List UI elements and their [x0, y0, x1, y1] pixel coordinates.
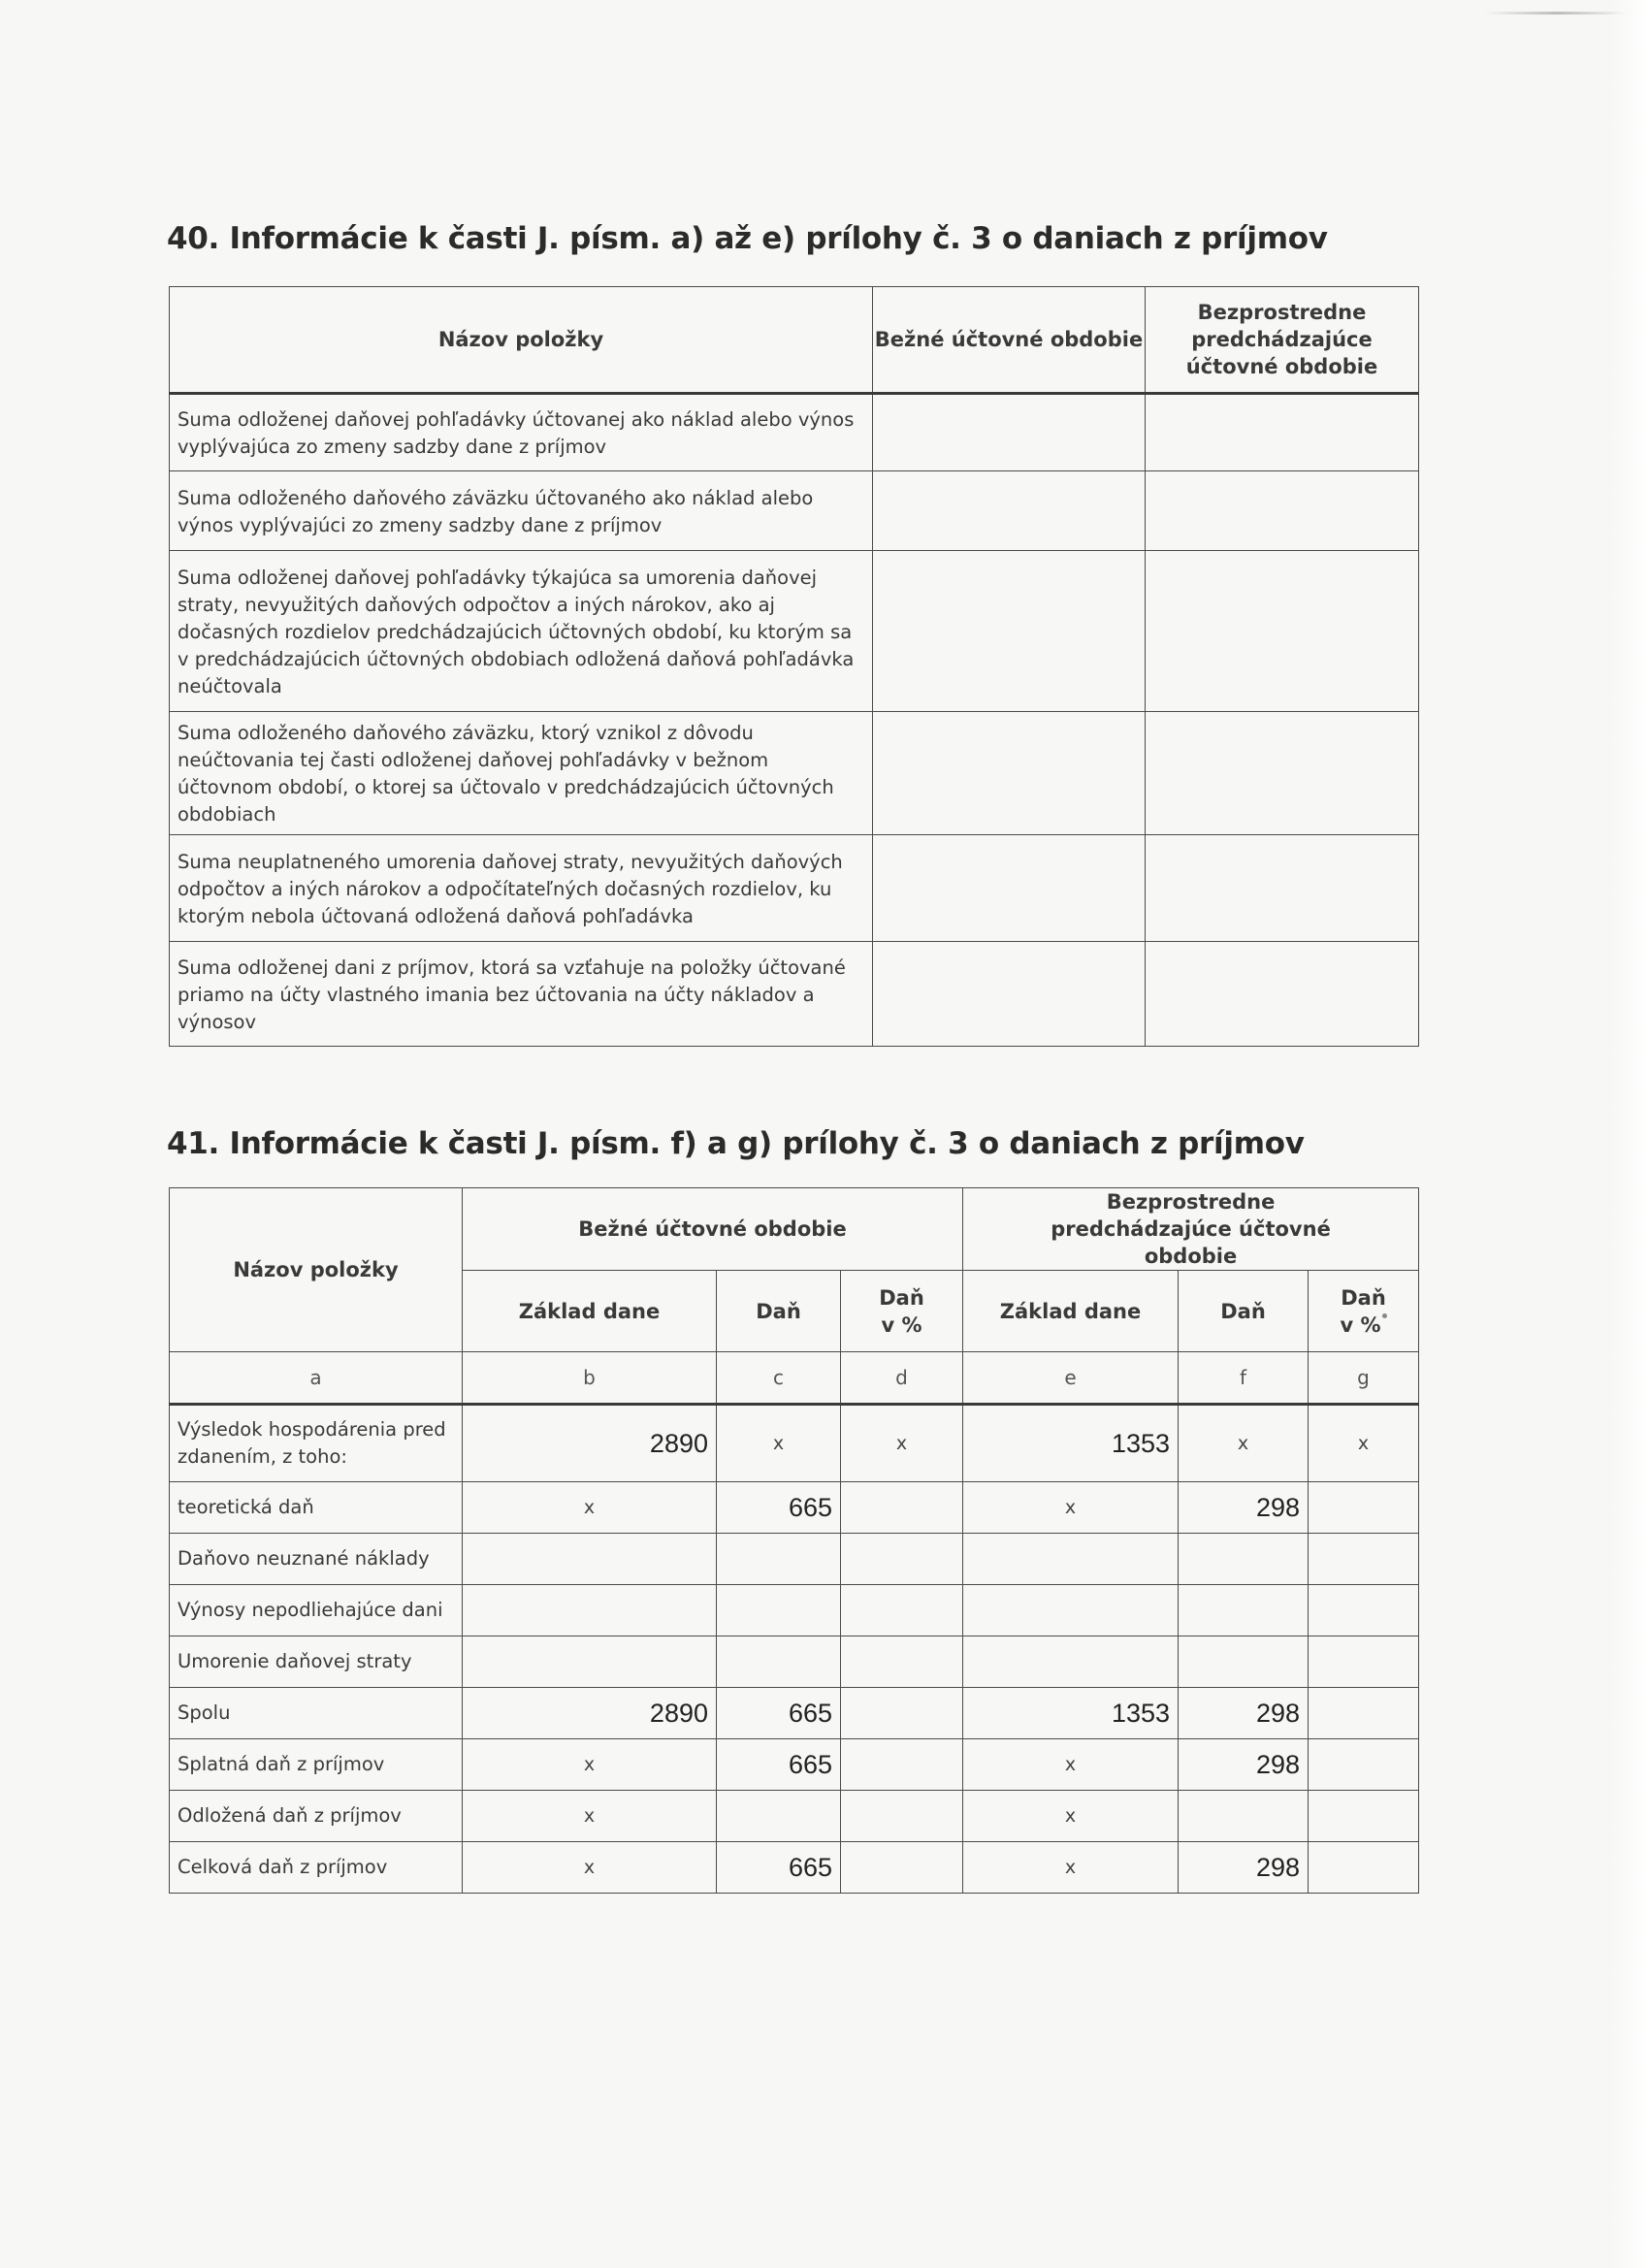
- row-label: Suma odloženej daňovej pohľadávky týkajúca sa umorenia daňovej straty, nevyužitých daňových odpočtov a iných nárokov, ako aj dočasných rozdielov predchádzajúcich účtovných období, ku ktorým sa v predchádzajúcich účtovných obdobiach odložená daňová pohľadávka neúčtovala: [170, 551, 873, 712]
- row-label: Spolu: [170, 1688, 463, 1739]
- table-row: [170, 712, 1419, 835]
- tax-base-current-cell[interactable]: x: [463, 1482, 717, 1534]
- row-label: Suma odloženej daňovej pohľadávky účtovanej ako náklad alebo výnos vyplývajúca zo zmeny sadzby dane z príjmov: [170, 394, 873, 471]
- tax-current-cell[interactable]: x: [717, 1405, 841, 1482]
- tax-base-previous-cell[interactable]: x: [963, 1842, 1179, 1894]
- tax-previous-cell[interactable]: [1179, 1534, 1309, 1585]
- tax-pct-previous-cell[interactable]: [1309, 1585, 1419, 1636]
- table-row: [170, 551, 1419, 712]
- table-row: [170, 1585, 1419, 1636]
- ink-dot: [1382, 1313, 1387, 1318]
- previous-period-cell[interactable]: [1146, 942, 1419, 1047]
- header-previous-period: Bezprostredne predchádzajúce účtovné obdobie: [1146, 287, 1419, 394]
- tax-base-previous-cell[interactable]: 1353: [963, 1688, 1179, 1739]
- row-label: Celková daň z príjmov: [170, 1842, 463, 1894]
- current-period-cell[interactable]: [873, 471, 1146, 551]
- tax-previous-cell[interactable]: [1179, 1636, 1309, 1688]
- current-period-cell[interactable]: [873, 712, 1146, 835]
- tax-pct-current-cell[interactable]: [841, 1534, 963, 1585]
- row-label: Suma odloženej dani z príjmov, ktorá sa vzťahuje na položky účtované priamo na účty vlastného imania bez účtovania na účty nákladov a výnosov: [170, 942, 873, 1047]
- column-letter: e: [963, 1352, 1179, 1405]
- table-row: [170, 1791, 1419, 1842]
- row-label: Splatná daň z príjmov: [170, 1739, 463, 1791]
- previous-period-cell[interactable]: [1146, 835, 1419, 942]
- header-previous-period: Bezprostredne predchádzajúce účtovné obdobie: [963, 1188, 1419, 1271]
- table-row: [170, 1482, 1419, 1534]
- row-label: teoretická daň: [170, 1482, 463, 1534]
- tax-base-previous-cell[interactable]: x: [963, 1791, 1179, 1842]
- previous-period-cell[interactable]: [1146, 394, 1419, 471]
- tax-base-previous-cell[interactable]: [963, 1585, 1179, 1636]
- tax-pct-previous-cell[interactable]: [1309, 1842, 1419, 1894]
- previous-period-cell[interactable]: [1146, 712, 1419, 835]
- header-item-name: Názov položky: [170, 1188, 463, 1352]
- tax-previous-cell[interactable]: 298: [1179, 1482, 1309, 1534]
- table-row: [170, 1739, 1419, 1791]
- column-letter: g: [1309, 1352, 1419, 1405]
- header-item-name: Názov položky: [170, 287, 873, 394]
- tax-previous-cell[interactable]: 298: [1179, 1739, 1309, 1791]
- table-row: [170, 1534, 1419, 1585]
- tax-current-cell[interactable]: 665: [717, 1482, 841, 1534]
- previous-period-cell[interactable]: [1146, 551, 1419, 712]
- tax-pct-current-cell[interactable]: x: [841, 1405, 963, 1482]
- tax-pct-previous-cell[interactable]: [1309, 1636, 1419, 1688]
- row-label: Odložená daň z príjmov: [170, 1791, 463, 1842]
- tax-base-current-cell[interactable]: x: [463, 1842, 717, 1894]
- row-label: Výsledok hospodárenia pred zdanením, z toho:: [170, 1405, 463, 1482]
- table-row: [170, 1405, 1419, 1482]
- tax-previous-cell[interactable]: 298: [1179, 1688, 1309, 1739]
- tax-base-previous-cell[interactable]: [963, 1636, 1179, 1688]
- header-tax-pct-previous: [1309, 1271, 1419, 1352]
- tax-pct-previous-cell[interactable]: [1309, 1791, 1419, 1842]
- scan-edge: [1610, 0, 1649, 2268]
- tax-pct-previous-cell[interactable]: [1309, 1688, 1419, 1739]
- tax-base-current-cell[interactable]: [463, 1585, 717, 1636]
- tax-current-cell[interactable]: [717, 1636, 841, 1688]
- row-label: Umorenie daňovej straty: [170, 1636, 463, 1688]
- tax-base-previous-cell[interactable]: x: [963, 1739, 1179, 1791]
- current-period-cell[interactable]: [873, 835, 1146, 942]
- section-41-title: 41. Informácie k časti J. písm. f) a g) prílohy č. 3 o daniach z príjmov: [167, 1126, 1305, 1161]
- table-40: [169, 286, 1419, 1047]
- tax-pct-current-cell[interactable]: [841, 1842, 963, 1894]
- table-row: [170, 835, 1419, 942]
- tax-base-current-cell[interactable]: 2890: [463, 1405, 717, 1482]
- table-41-letter-row: [170, 1352, 1419, 1405]
- tax-base-current-cell[interactable]: [463, 1534, 717, 1585]
- column-letter: f: [1179, 1352, 1309, 1405]
- table-row: [170, 394, 1419, 471]
- section-40-title: 40. Informácie k časti J. písm. a) až e) prílohy č. 3 o daniach z príjmov: [167, 221, 1328, 256]
- tax-base-current-cell[interactable]: 2890: [463, 1688, 717, 1739]
- column-letter: d: [841, 1352, 963, 1405]
- tax-base-current-cell[interactable]: x: [463, 1739, 717, 1791]
- tax-current-cell[interactable]: 665: [717, 1688, 841, 1739]
- tax-current-cell[interactable]: [717, 1791, 841, 1842]
- header-tax-base-previous: Základ dane: [963, 1271, 1179, 1352]
- current-period-cell[interactable]: [873, 551, 1146, 712]
- table-row: [170, 1842, 1419, 1894]
- tax-pct-previous-cell[interactable]: x: [1309, 1405, 1419, 1482]
- column-letter: b: [463, 1352, 717, 1405]
- tax-pct-current-cell[interactable]: [841, 1636, 963, 1688]
- table-row: [170, 1688, 1419, 1739]
- table-41: [169, 1187, 1419, 1894]
- tax-base-previous-cell[interactable]: 1353: [963, 1405, 1179, 1482]
- tax-current-cell[interactable]: [717, 1585, 841, 1636]
- row-label: Suma odloženého daňového záväzku účtovaného ako náklad alebo výnos vyplývajúci zo zmeny sadzby dane z príjmov: [170, 471, 873, 551]
- tax-base-previous-cell[interactable]: [963, 1534, 1179, 1585]
- tax-current-cell[interactable]: [717, 1534, 841, 1585]
- table-row: [170, 1636, 1419, 1688]
- column-letter: a: [170, 1352, 463, 1405]
- tax-base-current-cell[interactable]: [463, 1636, 717, 1688]
- current-period-cell[interactable]: [873, 942, 1146, 1047]
- tax-pct-current-cell[interactable]: [841, 1585, 963, 1636]
- column-letter: c: [717, 1352, 841, 1405]
- header-tax-pct-previous-label: Daň v %: [1340, 1285, 1386, 1337]
- tax-pct-previous-cell[interactable]: [1309, 1534, 1419, 1585]
- header-tax-pct-current: Daň v %: [841, 1271, 963, 1352]
- tax-pct-current-cell[interactable]: [841, 1482, 963, 1534]
- tax-previous-cell[interactable]: [1179, 1791, 1309, 1842]
- tax-pct-current-cell[interactable]: [841, 1739, 963, 1791]
- tax-current-cell[interactable]: 665: [717, 1739, 841, 1791]
- tax-base-previous-cell[interactable]: x: [963, 1482, 1179, 1534]
- header-tax-previous: Daň: [1179, 1271, 1309, 1352]
- row-label: Výnosy nepodliehajúce dani: [170, 1585, 463, 1636]
- previous-period-cell[interactable]: [1146, 471, 1419, 551]
- tax-pct-previous-cell[interactable]: [1309, 1482, 1419, 1534]
- row-label: Suma neuplatneného umorenia daňovej straty, nevyužitých daňových odpočtov a iných nárokov a odpočítateľných dočasných rozdielov, ku ktorým nebola účtovaná odložená daňová pohľadávka: [170, 835, 873, 942]
- row-label: Suma odloženého daňového záväzku, ktorý vznikol z dôvodu neúčtovania tej časti odloženej daňovej pohľadávky v bežnom účtovnom období, o ktorej sa účtovalo v predchádzajúcich účtovných obdobiach: [170, 712, 873, 835]
- tax-pct-current-cell[interactable]: [841, 1688, 963, 1739]
- header-tax-base-current: Základ dane: [463, 1271, 717, 1352]
- tax-base-current-cell[interactable]: x: [463, 1791, 717, 1842]
- tax-pct-previous-cell[interactable]: [1309, 1739, 1419, 1791]
- table-row: [170, 942, 1419, 1047]
- header-current-period: Bežné účtovné obdobie: [873, 287, 1146, 394]
- table-row: [170, 471, 1419, 551]
- header-tax-current: Daň: [717, 1271, 841, 1352]
- current-period-cell[interactable]: [873, 394, 1146, 471]
- tax-previous-cell[interactable]: x: [1179, 1405, 1309, 1482]
- tax-previous-cell[interactable]: [1179, 1585, 1309, 1636]
- tax-previous-cell[interactable]: 298: [1179, 1842, 1309, 1894]
- scan-artifact-line: [1484, 12, 1630, 15]
- tax-pct-current-cell[interactable]: [841, 1791, 963, 1842]
- row-label: Daňovo neuznané náklady: [170, 1534, 463, 1585]
- table-41-header-row-1: [170, 1188, 1419, 1271]
- tax-current-cell[interactable]: 665: [717, 1842, 841, 1894]
- header-current-period: Bežné účtovné obdobie: [463, 1188, 963, 1271]
- table-40-header-row: [170, 287, 1419, 394]
